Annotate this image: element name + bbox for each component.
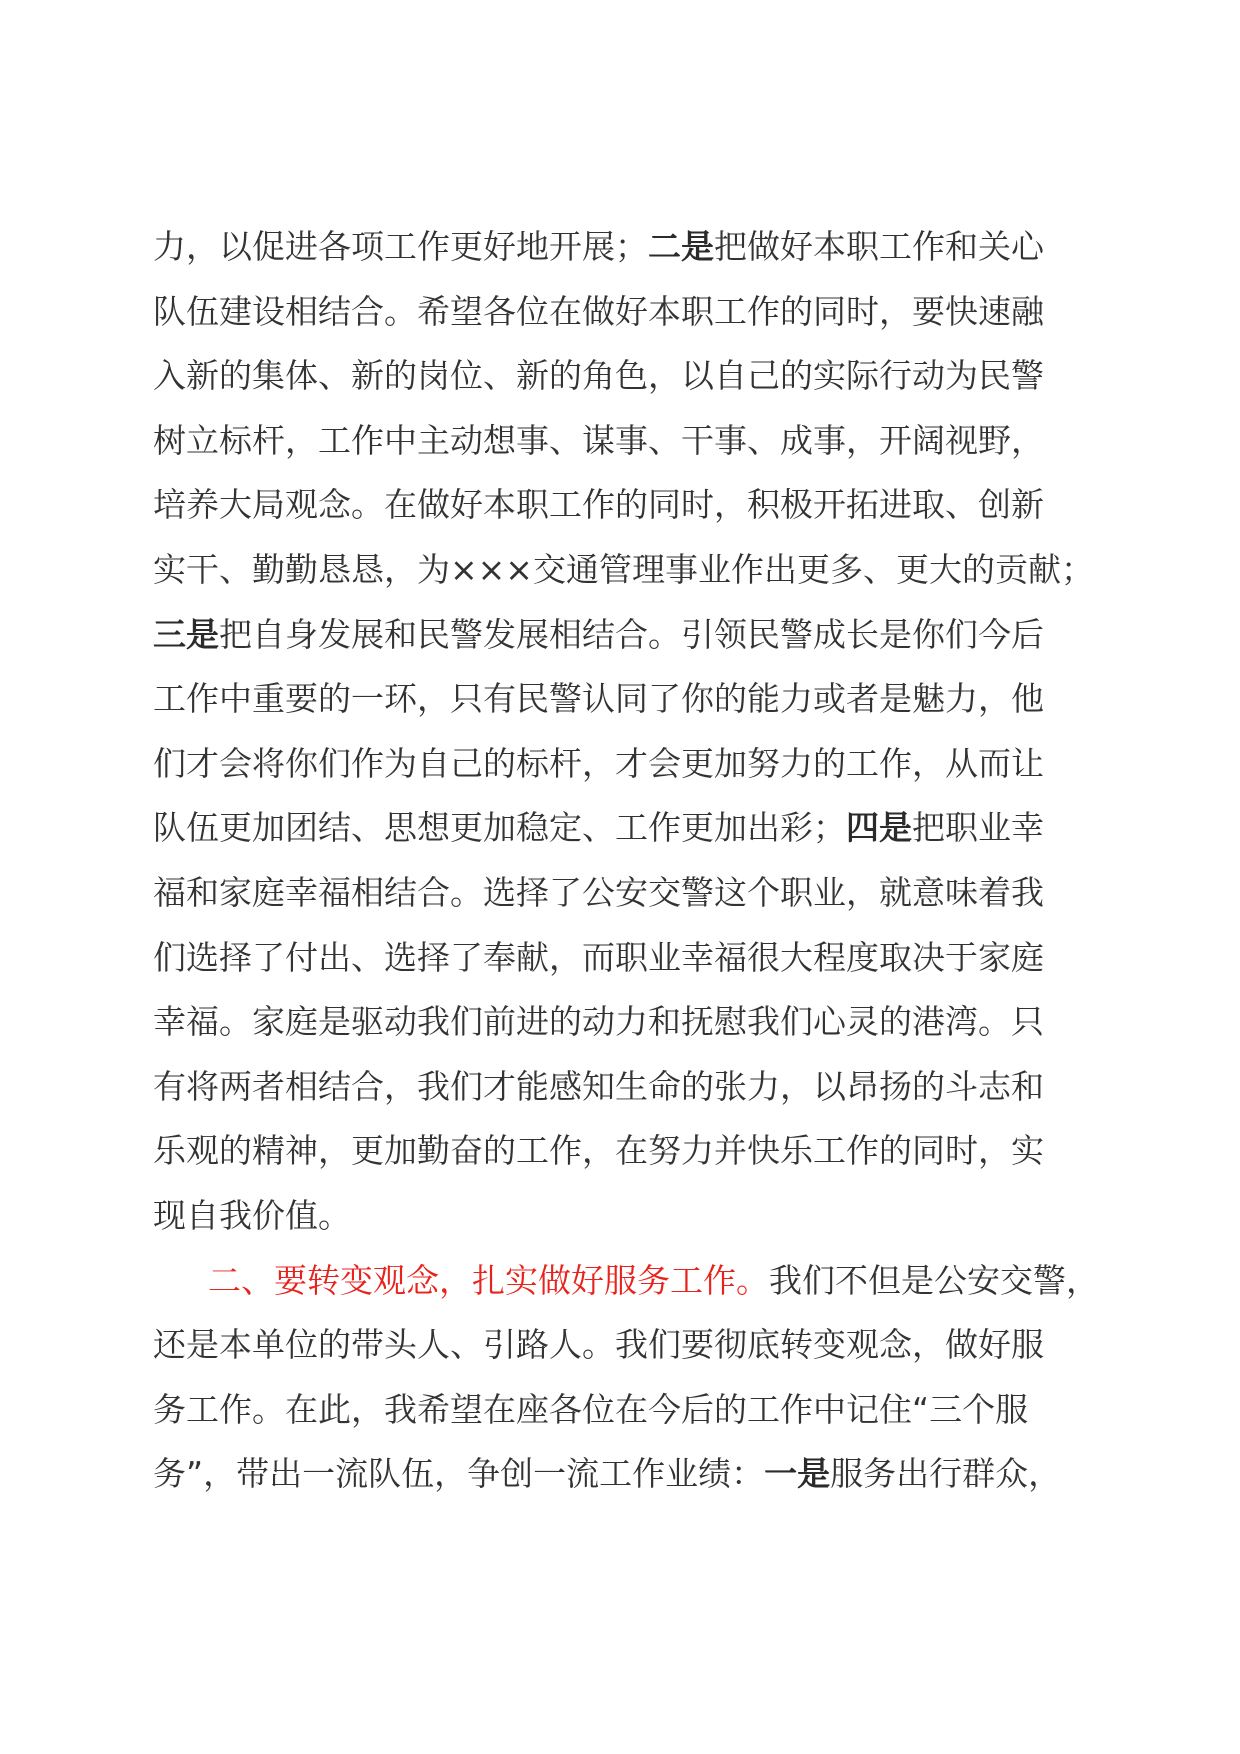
body-text: 力，以促进各项工作更好地开展；	[153, 227, 648, 266]
body-text: 把自身发展和民警发展相结合。引领民警成长是你们今后	[219, 614, 1044, 654]
section-2-line-4	[153, 1442, 1103, 1507]
bold-point-marker: 一是	[764, 1454, 831, 1494]
body-line-4: 树立标杆，工作中主动想事、谋事、干事、成事，开阔视野，	[153, 420, 1044, 460]
body-text: 把做好本职工作和关心	[714, 227, 1044, 266]
body-line-8: 工作中重要的一环，只有民警认同了你的能力或者是魅力，他	[153, 679, 1044, 719]
bold-point-marker: 三是	[153, 614, 219, 654]
section-2-line-1	[153, 1249, 1103, 1314]
body-line-11: 福和家庭幸福相结合。选择了公安交警这个职业，就意味着我	[153, 872, 1044, 912]
bold-point-marker: 四是	[846, 808, 912, 848]
body-line-12: 们选择了付出、选择了奉献，而职业幸福很大程度取决于家庭	[153, 937, 1044, 977]
body-text: 我们不但是公安交警，	[769, 1260, 1099, 1300]
body-line-2: 队伍建设相结合。希望各位在做好本职工作的同时，要快速融	[153, 291, 1044, 331]
body-text: 务”，带出一流队伍，争创一流工作业绩：	[153, 1454, 765, 1494]
section-2-line-3: 务工作。在此，我希望在座各位在今后的工作中记住“三个服	[153, 1389, 1029, 1429]
body-line-14: 有将两者相结合，我们才能感知生命的张力，以昂扬的斗志和	[153, 1066, 1044, 1106]
body-line-6: 实干、勤勤恳恳，为×××交通管理事业作出更多、更大的贡献；	[153, 549, 1094, 589]
body-line-16: 现自我价值。	[153, 1195, 351, 1235]
section-2-line-2: 还是本单位的带头人、引路人。我们要彻底转变观念，做好服	[153, 1325, 1044, 1365]
body-line-7	[153, 603, 1103, 668]
body-text: 队伍更加团结、思想更加稳定、工作更加出彩；	[153, 808, 846, 848]
body-line-3: 入新的集体、新的岗位、新的角色，以自己的实际行动为民警	[153, 356, 1044, 396]
body-line-9: 们才会将你们作为自己的标杆，才会更加努力的工作，从而让	[153, 743, 1044, 783]
document-body	[153, 215, 1103, 1507]
body-text: 把职业幸	[912, 808, 1044, 848]
body-line-5: 培养大局观念。在做好本职工作的同时，积极开拓进取、创新	[153, 485, 1044, 525]
body-text: 服务出行群众，	[830, 1454, 1062, 1494]
bold-point-marker: 二是	[648, 227, 714, 266]
body-line-10	[153, 796, 1103, 861]
body-line-15: 乐观的精神，更加勤奋的工作，在努力并快乐工作的同时，实	[153, 1131, 1044, 1171]
section-heading: 二、要转变观念，扎实做好服务工作。	[208, 1260, 769, 1300]
body-line-13: 幸福。家庭是驱动我们前进的动力和抚慰我们心灵的港湾。只	[153, 1002, 1044, 1042]
body-line-1	[153, 215, 1103, 280]
